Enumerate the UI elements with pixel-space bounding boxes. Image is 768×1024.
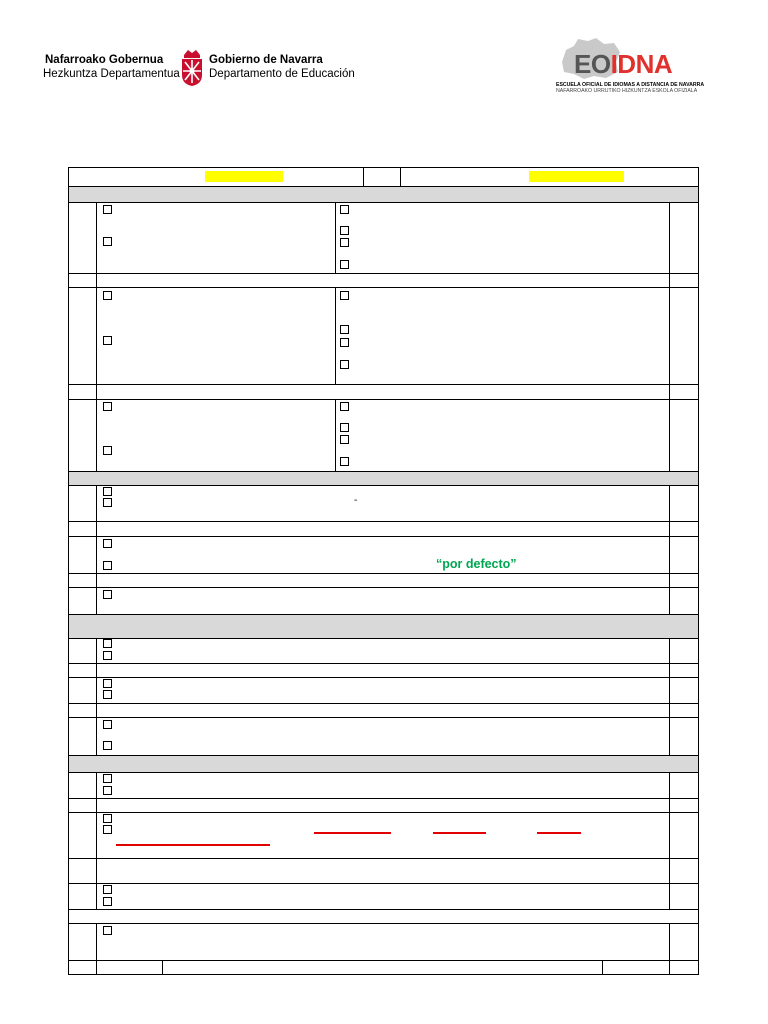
gov-spanish-department: Departamento de Educación <box>209 68 355 80</box>
gov-spanish-name: Gobierno de Navarra <box>209 54 323 66</box>
checkbox[interactable] <box>103 590 112 599</box>
gov-basque-name: Nafarroako Gobernua <box>45 54 164 66</box>
section-header-band <box>68 755 699 772</box>
checkbox[interactable] <box>340 226 349 235</box>
checkbox[interactable] <box>103 237 112 246</box>
checkbox[interactable] <box>340 435 349 444</box>
checkbox[interactable] <box>103 897 112 906</box>
checkbox[interactable] <box>340 423 349 432</box>
default-note: “por defecto” <box>436 557 517 571</box>
checkbox[interactable] <box>103 720 112 729</box>
checkbox[interactable] <box>103 741 112 750</box>
checkbox[interactable] <box>340 402 349 411</box>
checkbox[interactable] <box>103 498 112 507</box>
checkbox[interactable] <box>340 238 349 247</box>
checkbox[interactable] <box>103 885 112 894</box>
highlighted-field-left[interactable] <box>205 171 283 182</box>
checkbox[interactable] <box>103 690 112 699</box>
checkbox[interactable] <box>103 774 112 783</box>
section-header-band <box>68 186 699 202</box>
checkbox[interactable] <box>340 205 349 214</box>
red-underline <box>433 832 486 834</box>
checkbox[interactable] <box>103 291 112 300</box>
eoidna-name-spanish: ESCUELA OFICIAL DE IDIOMAS A DISTANCIA DE NAVARRA <box>556 82 705 88</box>
checkbox[interactable] <box>340 338 349 347</box>
section-header-band <box>68 471 699 485</box>
checkbox[interactable] <box>103 561 112 570</box>
checkbox[interactable] <box>103 446 112 455</box>
checkbox[interactable] <box>340 325 349 334</box>
checkbox[interactable] <box>103 539 112 548</box>
dash-mark: - <box>354 495 358 506</box>
red-underline <box>537 832 581 834</box>
checkbox[interactable] <box>103 487 112 496</box>
checkbox[interactable] <box>103 926 112 935</box>
checkbox[interactable] <box>103 814 112 823</box>
checkbox[interactable] <box>103 786 112 795</box>
checkbox[interactable] <box>103 825 112 834</box>
checkbox[interactable] <box>340 457 349 466</box>
checkbox[interactable] <box>340 360 349 369</box>
checkbox[interactable] <box>103 336 112 345</box>
checkbox[interactable] <box>340 291 349 300</box>
gov-basque-department: Hezkuntza Departamentua <box>43 68 180 80</box>
eoidna-logo: EOIDNA <box>574 49 673 79</box>
navarra-coat-of-arms-icon <box>179 47 205 87</box>
eoidna-name-basque: NAFARROAKO URRUTIKO HIZKUNTZA ESKOLA OFIZIALA <box>556 88 698 94</box>
red-underline <box>314 832 391 834</box>
checkbox[interactable] <box>103 402 112 411</box>
checkbox[interactable] <box>103 205 112 214</box>
red-underline <box>116 844 270 846</box>
section-header-band <box>68 614 699 638</box>
checkbox[interactable] <box>340 260 349 269</box>
checkbox[interactable] <box>103 651 112 660</box>
checkbox[interactable] <box>103 639 112 648</box>
highlighted-field-right[interactable] <box>529 171 624 182</box>
checkbox[interactable] <box>103 679 112 688</box>
